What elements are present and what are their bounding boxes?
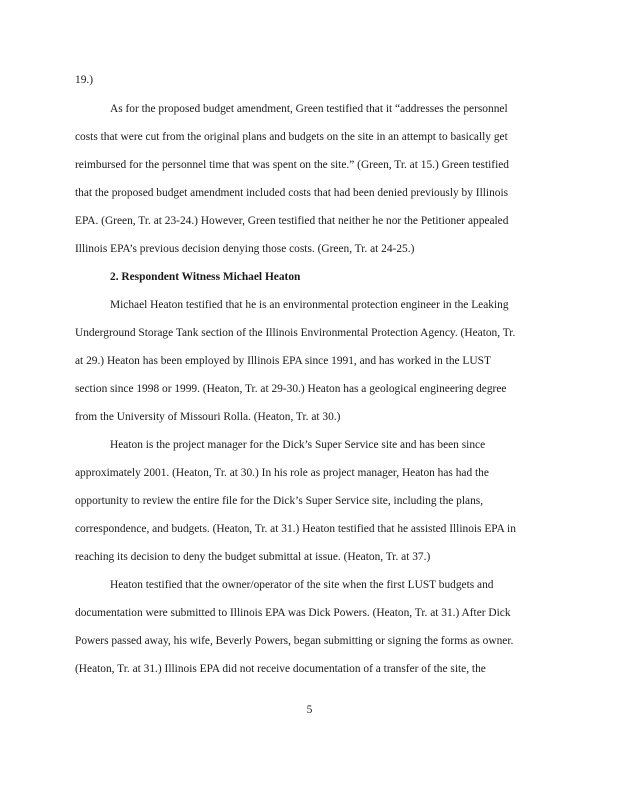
text-line: 19.) <box>75 74 94 86</box>
text-line: reimbursed for the personnel time that was spent on the site.” (Green, Tr. at 15.) Green testified <box>75 159 509 171</box>
text-line: costs that were cut from the original plans and budgets on the site in an attempt to basically get <box>75 131 508 143</box>
text-line: Heaton testified that the owner/operator of the site when the first LUST budgets and <box>110 579 494 591</box>
text-line: documentation were submitted to Illinois EPA was Dick Powers. (Heaton, Tr. at 31.) After Dick <box>75 607 511 619</box>
section-heading: 2. Respondent Witness Michael Heaton <box>110 271 301 283</box>
page-number: 5 <box>306 704 313 716</box>
text-line: Michael Heaton testified that he is an environmental protection engineer in the Leaking <box>110 299 509 311</box>
text-line: (Heaton, Tr. at 31.) Illinois EPA did not receive documentation of a transfer of the site, the <box>75 663 486 675</box>
text-line: reaching its decision to deny the budget submittal at issue. (Heaton, Tr. at 37.) <box>75 551 431 563</box>
text-line: correspondence, and budgets. (Heaton, Tr. at 31.) Heaton testified that he assisted Illinois EPA in <box>75 523 516 535</box>
text-line: Illinois EPA’s previous decision denying those costs. (Green, Tr. at 24-25.) <box>75 243 415 255</box>
text-line: opportunity to review the entire file for the Dick’s Super Service site, including the plans, <box>75 495 484 507</box>
text-line: from the University of Missouri Rolla. (Heaton, Tr. at 30.) <box>75 411 341 423</box>
text-line: at 29.) Heaton has been employed by Illinois EPA since 1991, and has worked in the LUST <box>75 355 491 367</box>
text-line: Heaton is the project manager for the Dick’s Super Service site and has been since <box>110 439 486 451</box>
text-line: Underground Storage Tank section of the Illinois Environmental Protection Agency. (Heaton, Tr. <box>75 327 516 339</box>
text-line: EPA. (Green, Tr. at 23-24.) However, Green testified that neither he nor the Petitioner appealed <box>75 215 509 227</box>
text-line: Powers passed away, his wife, Beverly Powers, began submitting or signing the forms as owner. <box>75 635 514 647</box>
text-line: section since 1998 or 1999. (Heaton, Tr. at 29-30.) Heaton has a geological engineering degree <box>75 383 507 395</box>
text-line: approximately 2001. (Heaton, Tr. at 30.) In his role as project manager, Heaton has had the <box>75 467 489 479</box>
text-line: that the proposed budget amendment included costs that had been denied previously by Illinois <box>75 187 509 199</box>
text-line: As for the proposed budget amendment, Green testified that it “addresses the personnel <box>110 103 508 115</box>
